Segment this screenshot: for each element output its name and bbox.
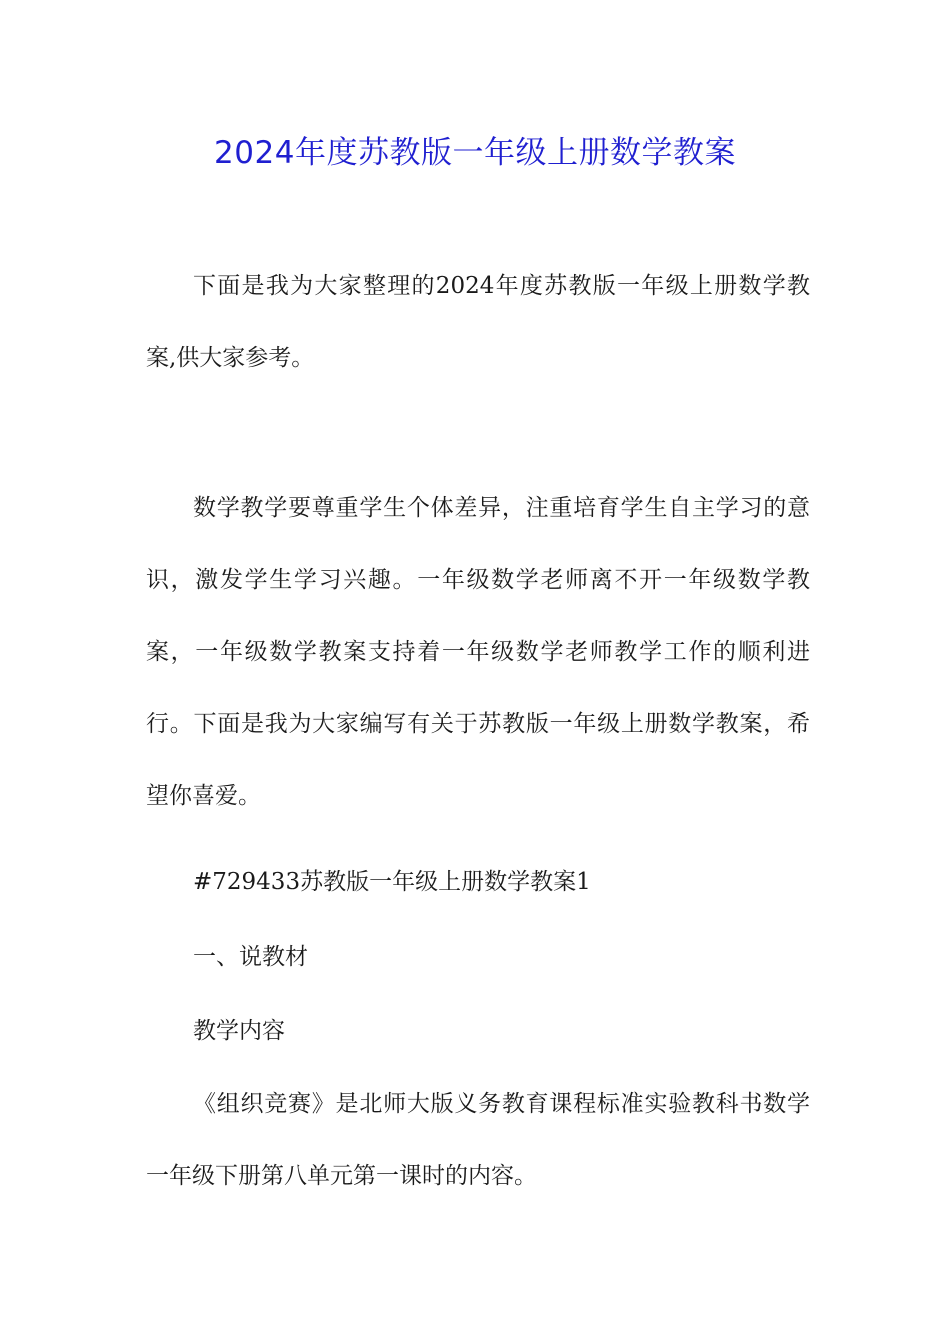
section-heading: #729433苏教版一年级上册数学教案1 bbox=[193, 869, 591, 895]
subsection-heading: 一、说教材 bbox=[193, 944, 308, 970]
content-paragraph: 《组织竞赛》是北师大版义务教育课程标准实验教科书数学一年级下册第八单元第一课时的内容。 bbox=[146, 1091, 810, 1189]
body-paragraph: 数学教学要尊重学生个体差异，注重培育学生自主学习的意识，激发学生学习兴趣。一年级数学老师离不开一年级数学教案，一年级数学教案支持着一年级数学老师教学工作的顺利进行。下面是我为大家编写有关于苏教版一年级上册数学教案，希望你喜爱。 bbox=[146, 495, 810, 809]
item-heading: 教学内容 bbox=[193, 1018, 285, 1044]
intro-paragraph: 下面是我为大家整理的2024年度苏教版一年级上册数学教案,供大家参考。 bbox=[146, 273, 810, 371]
document-title: 2024年度苏教版一年级上册数学教案 bbox=[214, 135, 736, 171]
